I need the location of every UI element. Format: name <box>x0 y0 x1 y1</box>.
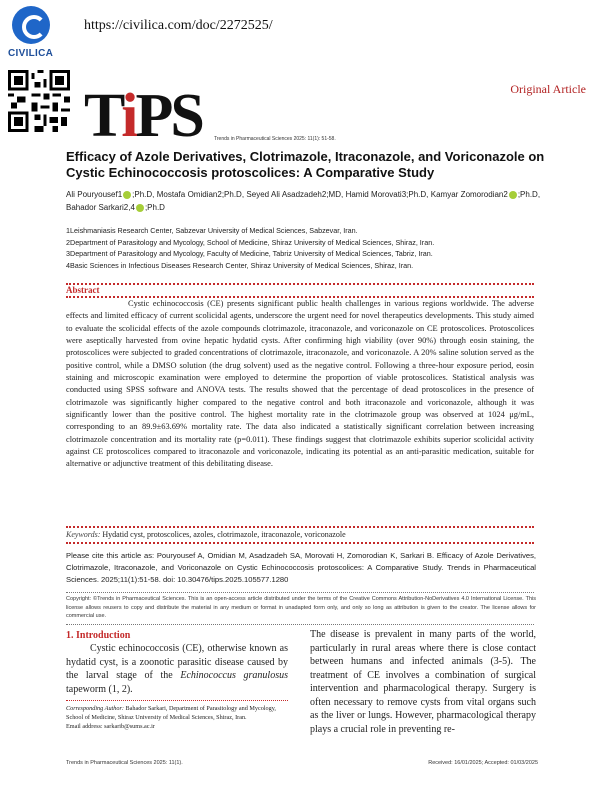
affiliation-item: 2Department of Parasitology and Mycology, School of Medicine, Shiraz University of Medical Sciences, Shiraz, Iran. <box>66 237 435 247</box>
keywords-label: Keywords: <box>66 530 101 539</box>
orcid-icon[interactable] <box>123 191 131 199</box>
journal-logo-ps: PS <box>135 82 202 150</box>
author-name: Mostafa Omidian2 <box>156 190 222 199</box>
section-divider <box>66 526 534 528</box>
section-divider <box>66 283 534 285</box>
author-name: Seyed Ali Asadzadeh2 <box>246 190 327 199</box>
section-divider <box>66 624 534 625</box>
orcid-icon[interactable] <box>509 191 517 199</box>
author-name: Bahador Sarkari2,4 <box>66 203 135 212</box>
civilica-brand-text: CIVILICA <box>8 48 54 59</box>
author-list: Ali Pouryousef1 ;Ph.D, Mostafa Omidian2;Ph.D, Seyed Ali Asadzadeh2;MD, Hamid Morovati3;Ph.D, Kamyar Zomorodian2 ;Ph.D, Bahador Sarkari2,4 ;Ph.D <box>66 190 541 212</box>
intro-text-left: Cystic echinococcosis (CE), otherwise known as hydatid cyst, is a zoonotic parasitic disease caused by the larval stage of the Echinococcus granulosus tapeworm (1, 2). <box>66 643 288 695</box>
affiliation-item: 4Basic Sciences in Infectious Diseases Research Center, Shiraz University of Medical Sciences, Shiraz, Iran. <box>66 260 414 270</box>
orcid-icon[interactable] <box>136 204 144 212</box>
keywords-list: Hydatid cyst, protoscolices, azoles, clotrimazole, itraconazole, voriconazole <box>102 530 346 539</box>
footnote-divider <box>66 700 288 701</box>
civilica-logo[interactable] <box>8 6 54 68</box>
section-heading-introduction: 1. Introduction <box>66 630 131 641</box>
journal-logo <box>84 82 202 150</box>
author-name: Kamyar Zomorodian2 <box>430 190 508 199</box>
footer-journal: Trends in Pharmaceutical Sciences 2025: 11(1). <box>66 760 183 766</box>
article-type-label: Original Article <box>510 82 586 96</box>
section-divider <box>66 592 534 593</box>
intro-text-right: The disease is prevalent in many parts of the world, particularly in rural areas where there is close contact between humans and infected animals (3-5). The treatment of CE involves a combination of surgical intervention and pharmacological therapy. Surgery is often necessary to remove cysts from vital organs such as the liver or lungs. However, pharmacological therapy plays a crucial role in preventing re- <box>310 629 536 735</box>
journal-logo-t: T <box>84 82 122 150</box>
keywords <box>66 530 536 539</box>
document-url[interactable]: https://civilica.com/doc/2272525/ <box>84 18 273 33</box>
corresponding-author: Corresponding Author: Bahador Sarkari, Department of Parasitology and Mycology, School of Medicine, Shiraz University of Medical Sciences, Shiraz, Iran. Email address: sarkarib@sums.ac.ir <box>66 705 276 730</box>
citation-text: Please cite this article as: Pouryousef A, Omidian M, Asadzadeh SA, Morovati H, Zomorodian K, Sarkari B. Efficacy of Azole Derivatives, Clotrimazole, Itraconazole, and Voriconazole on Cystic Echinococcosis protoscolices: A Comparative Study. Trends in Pharmaceutical Sciences. 2025;11(1):51-58. doi: 10.30476/tips.2025.105577.1280 <box>66 551 536 584</box>
civilica-logo-icon <box>12 6 50 44</box>
abstract-text: Cystic echinococcosis (CE) presents significant public health challenges in various regions worldwide. The adverse effects and limited efficacy of current scolicidal agents, underscore the urgent need for novel therapeutics developments. This study aimed to evaluate the scolicidal effects of the azole compounds clotrimazole, itraconazole, and voriconazole on CE protoscolices. Protoscolices were aseptically harvested from ovine hepatic hydatid cysts. After confirming high viability (over 90%) through eosin staining, the protoscolices were subjected to graded concentrations of clotrimazole, itraconazole, and voriconazole. A 20% saline solution served as the positive control, while a DMSO solution (the drug solvent) used as the negative control. Following a three-hour exposure period, eosin staining and microscopic examination were employed to determine the proportion of viable protoscolices. Statistical analysis was conducted using SPSS software and ANOVA tests. The results showed that the percentage of dead protoscolices in the presence of clotrimazole was significantly higher compared to the negative control and both itraconazole and voriconazole, although it was significantly lower than the positive control. The highest mortality rate in the clotrimazole group was observed at 1024 μg/mL, corresponding to an 89.9±63.69% mortality rate. The data also indicated a statistically significant correlation between increasing clotrimazole concentration and its mortality rate (p=0.011). These findings suggest that clotrimazole exhibits superior scolicidal activity against CE protoscolices compared to itraconazole and voriconazole, indicating its potential as an anti-parasitic medication, suitable for alternative or adjunctive treatment of this debilitating disease. <box>66 299 534 469</box>
section-divider <box>66 542 534 544</box>
journal-logo-i: i <box>121 82 136 150</box>
paper-title: Efficacy of Azole Derivatives, Clotrimazole, Itraconazole, and Voriconazole on Cystic Echinococcosis protoscolices: A Comparative Study <box>66 149 545 180</box>
author-name: Hamid Morovati3 <box>345 190 407 199</box>
footer-dates: Received: 16/01/2025; Accepted: 01/03/2025 <box>428 760 538 766</box>
email-address[interactable]: Email address: sarkarib@sums.ac.ir <box>66 723 155 730</box>
affiliations <box>66 225 546 271</box>
corresponding-label: Corresponding Author: <box>66 705 124 712</box>
species-name: Echinococcus granulosus <box>180 670 288 681</box>
abstract-heading: Abstract <box>66 285 100 295</box>
qr-code-icon <box>8 70 70 132</box>
affiliation-item: 3Department of Parasitology and Mycology, Faculty of Medicine, Tabriz University of Medical Sciences, Tabriz, Iran. <box>66 249 433 258</box>
affiliation-item: 1Leishmaniasis Research Center, Sabzevar University of Medical Sciences, Sabzevar, Iran. <box>66 226 358 235</box>
copyright-text: Copyright: ©Trends in Pharmaceutical Sciences. This is an open-access article distributed under the terms of the Creative Commons Attribution-NoDerivatives 4.0 International License. This license allows reusers to copy and distribute the material in any medium or format in unadapted form only, and only so long as attribution is given to the creator. The license allows for commercial use. <box>66 596 536 619</box>
author-name: Ali Pouryousef1 <box>66 190 123 199</box>
journal-citation-line: Trends in Pharmaceutical Sciences 2025: 11(1): 51-58. <box>214 136 336 142</box>
